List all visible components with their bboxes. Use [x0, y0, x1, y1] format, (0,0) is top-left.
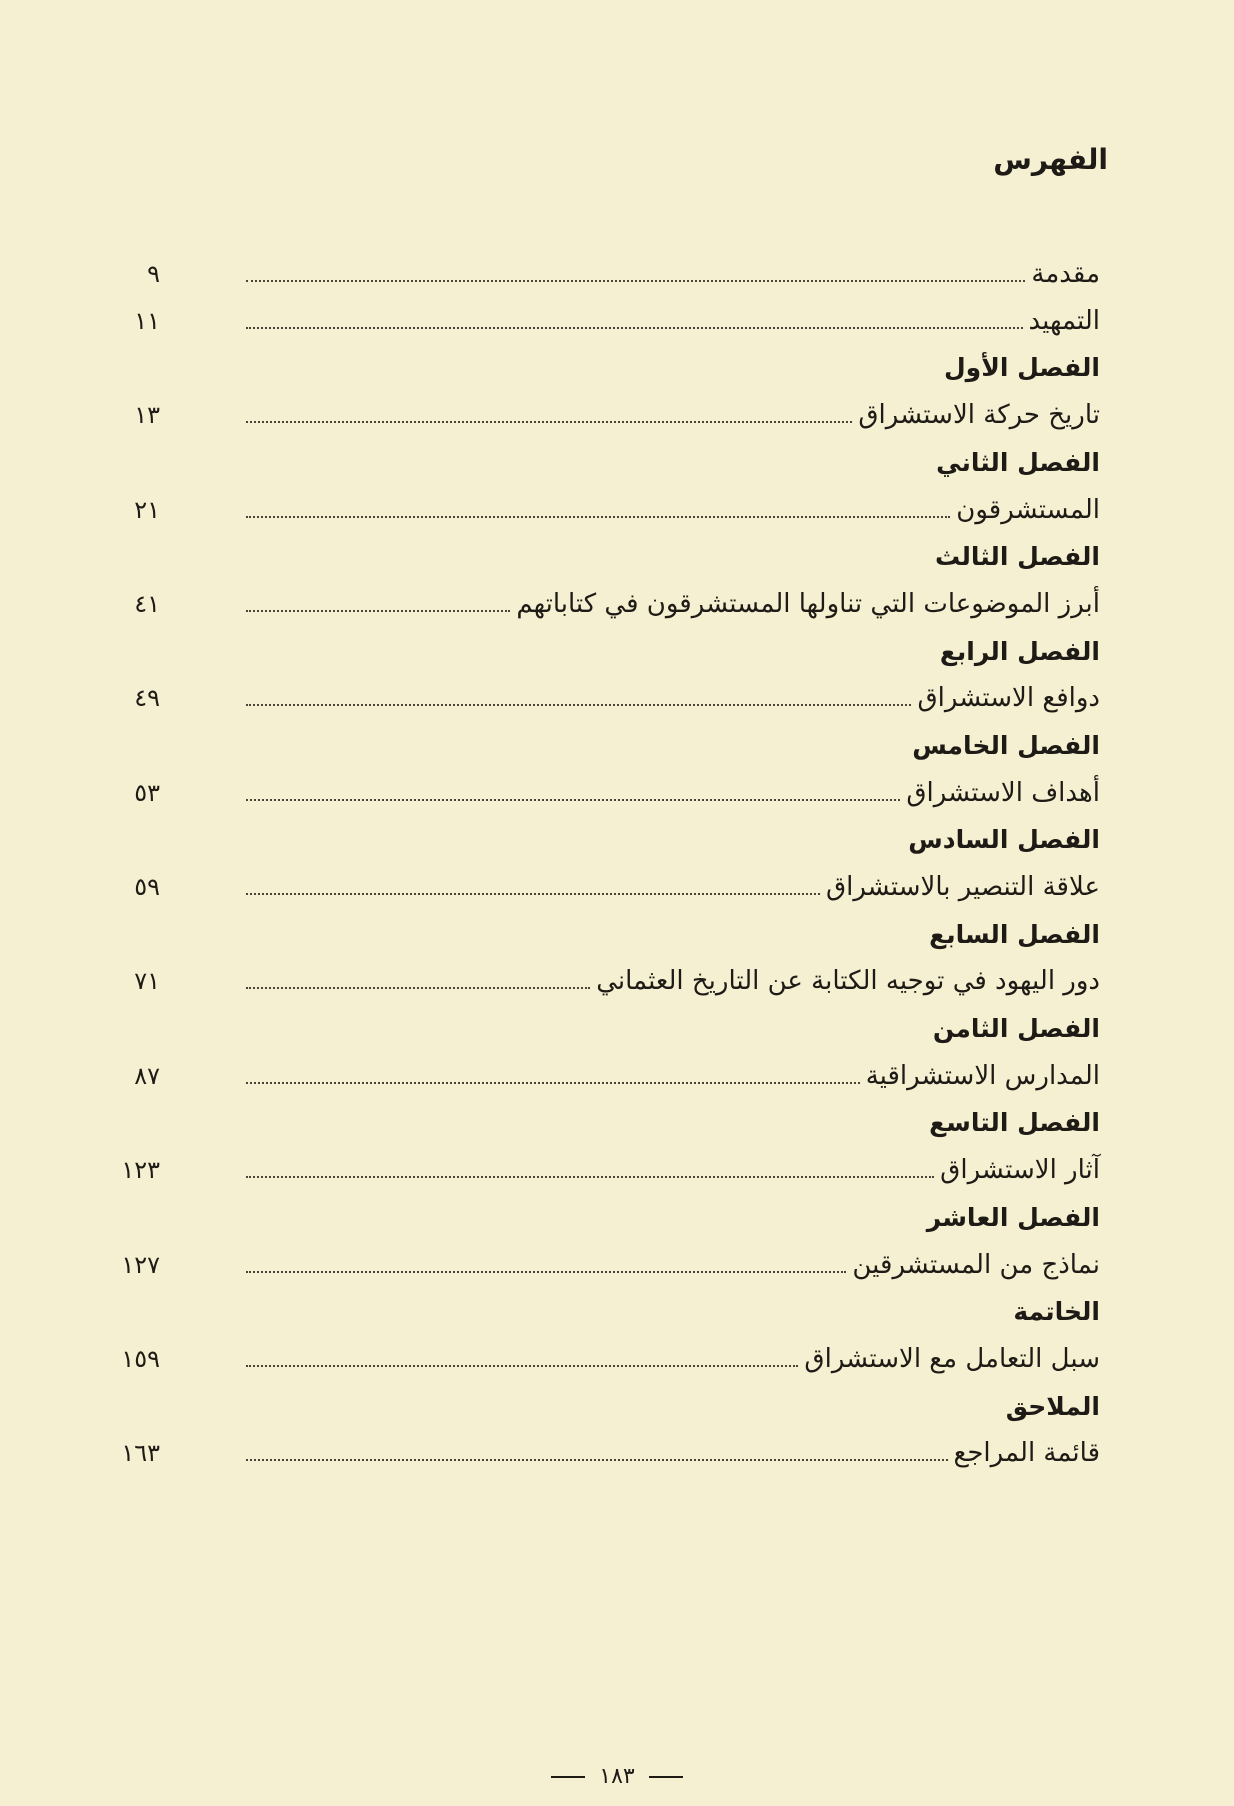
dot-leader — [246, 799, 900, 801]
page-footer — [0, 1764, 1234, 1789]
toc-chapter-heading — [100, 628, 1100, 675]
chapter-title: الفصل الأول — [943, 353, 1100, 383]
page-title: الفهرس — [993, 143, 1108, 176]
dot-leader — [246, 1271, 846, 1273]
chapter-title: الفصل السابع — [929, 919, 1100, 949]
entry-page-number: ١٢٣ — [121, 1156, 160, 1185]
entry-page-number: ٢١ — [134, 495, 160, 524]
entry-title: دور اليهود في توجيه الكتابة عن التاريخ العثماني — [596, 966, 1100, 997]
entry-title: المدارس الاستشراقية — [865, 1060, 1100, 1091]
entry-page-number: ٨٧ — [134, 1061, 160, 1090]
entry-page-number: ٩ — [147, 259, 160, 288]
entry-page-number: ١٢٧ — [121, 1250, 160, 1279]
chapter-title: الفصل الخامس — [912, 730, 1100, 760]
toc-entry — [100, 1052, 1100, 1099]
toc-chapter-heading — [100, 439, 1100, 486]
dot-leader — [246, 610, 510, 612]
chapter-title: الفصل التاسع — [929, 1108, 1100, 1138]
toc-chapter-heading — [100, 1383, 1100, 1430]
chapter-title: الفصل الثامن — [932, 1014, 1100, 1044]
dot-leader — [246, 1459, 948, 1461]
dot-leader — [246, 1365, 798, 1367]
entry-page-number: ١٦٣ — [121, 1439, 160, 1468]
toc-entry — [100, 1430, 1100, 1477]
toc-entry — [100, 1241, 1100, 1288]
chapter-title: الفصل الرابع — [939, 636, 1100, 666]
footer-dash-left — [551, 1776, 585, 1778]
dot-leader — [246, 893, 820, 895]
entry-title: سبل التعامل مع الاستشراق — [804, 1343, 1100, 1374]
toc-entry — [100, 250, 1100, 297]
toc-entry — [100, 1335, 1100, 1382]
toc-entry — [100, 580, 1100, 627]
entry-title: علاقة التنصير بالاستشراق — [825, 872, 1100, 903]
dot-leader — [246, 280, 1025, 282]
dot-leader — [246, 987, 590, 989]
chapter-title: الفصل العاشر — [926, 1202, 1100, 1232]
entry-title: المستشرقون — [956, 494, 1100, 525]
entry-page-number: ٤٩ — [134, 684, 160, 713]
toc-entry — [100, 863, 1100, 910]
entry-title: دوافع الاستشراق — [917, 683, 1100, 714]
entry-title: التمهيد — [1028, 305, 1100, 336]
toc-chapter-heading — [100, 1005, 1100, 1052]
chapter-title: الفصل الثاني — [936, 447, 1100, 477]
toc-chapter-heading — [100, 1194, 1100, 1241]
toc-entry — [100, 392, 1100, 439]
entry-title: نماذج من المستشرقين — [852, 1249, 1100, 1280]
chapter-title: الملاحق — [1005, 1391, 1100, 1421]
toc-chapter-heading — [100, 533, 1100, 580]
toc-chapter-heading — [100, 911, 1100, 958]
toc-chapter-heading — [100, 722, 1100, 769]
entry-page-number: ١١ — [134, 306, 160, 335]
entry-title: مقدمة — [1031, 258, 1100, 289]
entry-page-number: ٧١ — [134, 967, 160, 996]
entry-page-number: ٥٣ — [134, 778, 160, 807]
footer-page-number: ١٨٣ — [599, 1764, 635, 1789]
dot-leader — [246, 421, 852, 423]
chapter-title: الفصل السادس — [908, 825, 1100, 855]
toc-entry — [100, 675, 1100, 722]
dot-leader — [246, 704, 911, 706]
entry-title: آثار الاستشراق — [940, 1155, 1100, 1186]
dot-leader — [246, 1082, 860, 1084]
dot-leader — [246, 327, 1023, 329]
toc-entry — [100, 1147, 1100, 1194]
toc-chapter-heading — [100, 1099, 1100, 1146]
toc-chapter-heading — [100, 344, 1100, 391]
footer-dash-right — [649, 1776, 683, 1778]
table-of-contents — [100, 250, 1100, 1477]
toc-entry — [100, 486, 1100, 533]
entry-page-number: ٥٩ — [134, 873, 160, 902]
dot-leader — [246, 1176, 934, 1178]
dot-leader — [246, 516, 950, 518]
entry-title: قائمة المراجع — [953, 1438, 1100, 1469]
entry-title: تاريخ حركة الاستشراق — [858, 400, 1100, 431]
toc-entry — [100, 769, 1100, 816]
entry-page-number: ١٣ — [134, 401, 160, 430]
entry-title: أبرز الموضوعات التي تناولها المستشرقون في كتاباتهم — [516, 588, 1100, 619]
entry-page-number: ٤١ — [134, 589, 160, 618]
chapter-title: الخاتمة — [1013, 1297, 1100, 1327]
toc-chapter-heading — [100, 1288, 1100, 1335]
toc-chapter-heading — [100, 816, 1100, 863]
toc-entry — [100, 958, 1100, 1005]
entry-title: أهداف الاستشراق — [906, 777, 1100, 808]
chapter-title: الفصل الثالث — [934, 542, 1100, 572]
entry-page-number: ١٥٩ — [121, 1344, 160, 1373]
toc-entry — [100, 297, 1100, 344]
